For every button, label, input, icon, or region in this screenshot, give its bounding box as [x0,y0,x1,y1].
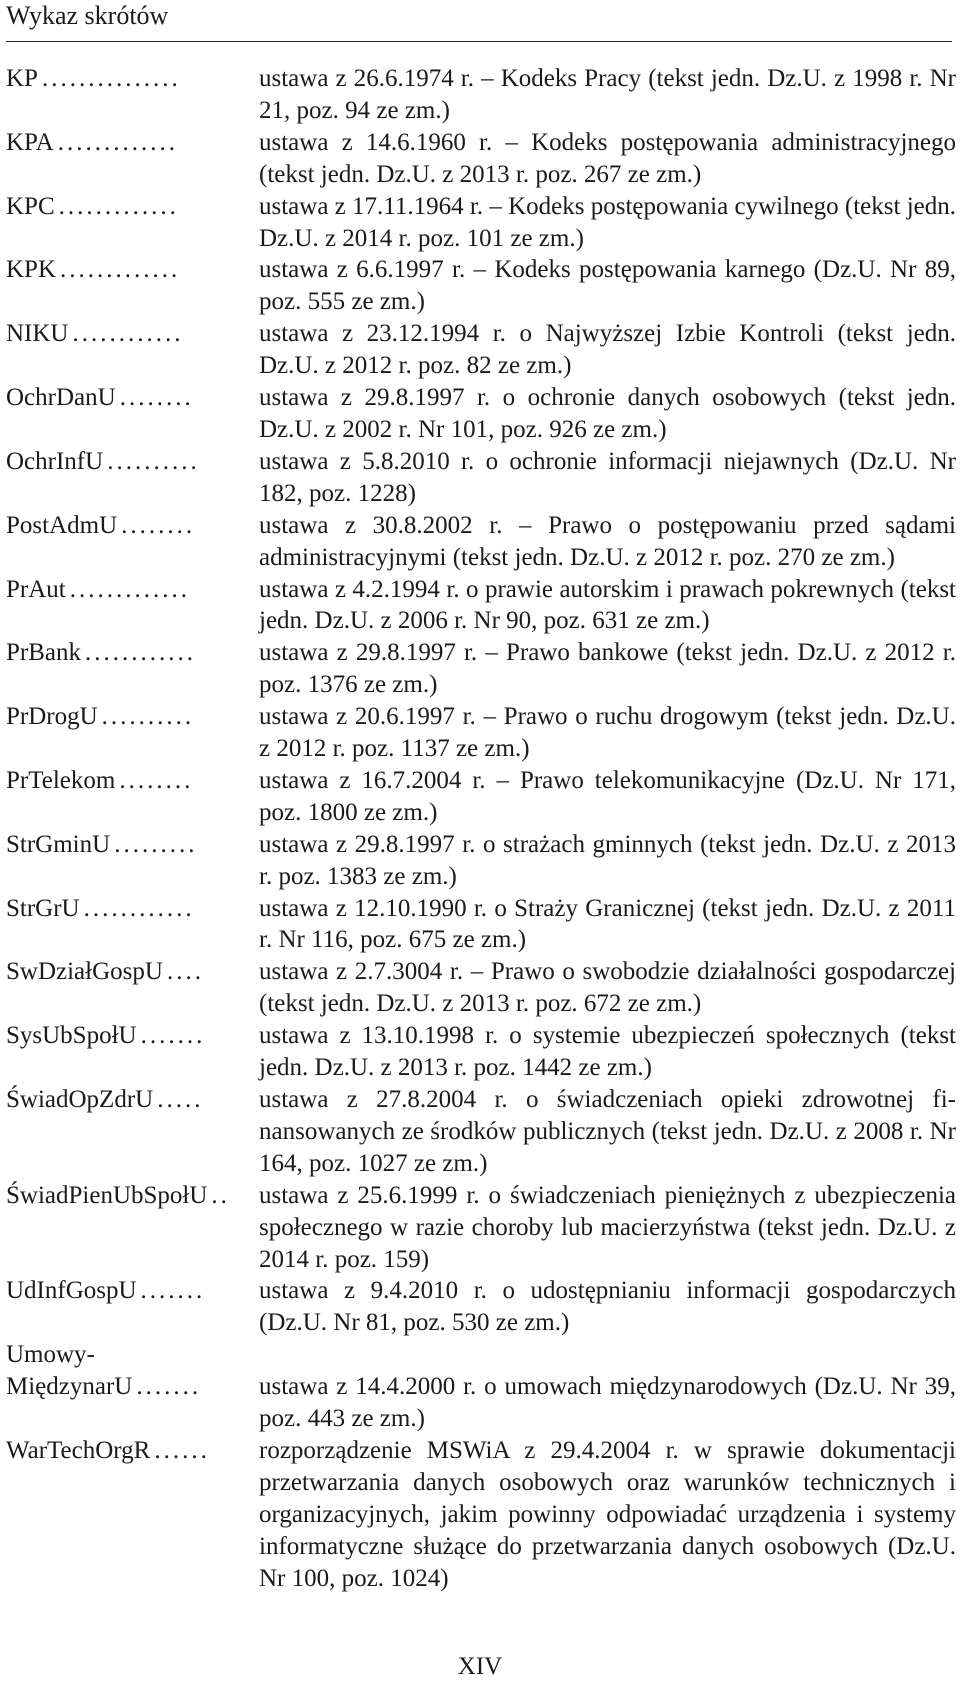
abbreviation-definition: ustawa z 26.6.1974 r. – Kodeks Pracy (tekst jedn. Dz.U. z 1998 r. Nr 21, poz. 94 ze zm.) [259,65,956,124]
dot-leader: ....... [140,1277,206,1305]
abbreviation-entry [6,1084,958,1180]
abbreviation-term-cell [6,1275,259,1307]
abbreviation-entry [6,127,958,191]
dot-leader: ............. [57,128,178,156]
abbreviation-entry [6,637,958,701]
abbreviation-term-cell [6,63,259,95]
abbreviation-entry [6,1435,958,1595]
abbreviation-term: KP [6,65,38,92]
abbreviation-entry [6,254,958,318]
abbreviation-definition: ustawa z 25.6.1999 r. o świadczeniach pieniężnych z ubezpieczenia społecznego w razie choroby lub macierzyństwa (tekst jedn. Dz.U. z 2014 r. poz. 159) [259,1181,956,1273]
abbreviation-term-line: Umowy- [6,1341,95,1369]
abbreviation-term-cell [6,893,259,925]
abbreviation-term-cell [6,1371,259,1403]
abbreviation-term: KPA [6,128,54,156]
abbreviation-definition: ustawa z 14.6.1960 r. – Kodeks postępowania administracyjnego (tekst jedn. Dz.U. z 2013 r. poz. 267 ze zm.) [259,128,956,188]
abbreviation-definition: ustawa z 6.6.1997 r. – Kodeks postępowania karnego (Dz.U. Nr 89, poz. 555 ze zm.) [259,256,956,316]
abbreviation-term-cell [6,956,259,988]
abbreviation-term-cell [6,1020,259,1052]
abbreviation-entry [6,829,958,893]
abbreviation-term: StrGrU [6,894,80,922]
page-number: XIV [457,1653,503,1680]
abbreviation-term: SwDziałGospU [6,958,163,986]
abbreviation-term: WarTechOrgR [6,1436,151,1464]
abbreviation-term-cell [6,510,259,542]
abbreviation-term-cell [6,446,259,478]
abbreviation-entry [6,510,958,574]
abbreviation-definition: ustawa z 16.7.2004 r. – Prawo telekomunikacyjne (Dz.U. Nr 171, poz. 1800 ze zm.) [259,766,956,826]
abbreviation-definition: ustawa z 29.8.1997 r. o ochronie danych osobowych (tekst jedn. Dz.U. z 2002 r. Nr 101, poz. 926 ze zm.) [259,384,956,443]
abbreviation-definition: ustawa z 20.6.1997 r. – Prawo o ruchu drogowym (tekst jedn. Dz.U. z 2012 r. poz. 1137 ze zm.) [259,703,956,763]
abbreviation-definition: ustawa z 29.8.1997 r. – Prawo bankowe (tekst jedn. Dz.U. z 2012 r. poz. 1376 ze zm.) [259,639,956,699]
dot-leader: ............. [58,192,179,220]
abbreviation-entry [6,1275,958,1339]
dot-leader: .......... [101,703,195,731]
abbreviation-term: NIKU [6,320,69,348]
abbreviation-term-cell [6,382,259,414]
abbreviation-definition: ustawa z 30.8.2002 r. – Prawo o postępowaniu przed sądami administracyjnymi (tekst jedn. Dz.U. z 2012 r. poz. 270 ze zm.) [259,511,956,571]
abbreviation-definition: ustawa z 23.12.1994 r. o Najwyższej Izbie Kontroli (tekst jedn. Dz.U. z 2012 r. poz. 82 ze zm.) [259,320,956,380]
dot-leader: ........ [119,384,194,412]
abbreviation-term: OchrInfU [6,447,104,475]
abbreviation-term-cell [6,191,259,223]
abbreviation-term-cell [6,318,259,350]
abbreviation-entry [6,1020,958,1084]
abbreviation-definition: ustawa z 9.4.2010 r. o udostępnianiu informacji gospodarczych (Dz.U. Nr 81, poz. 530 ze zm.) [259,1277,956,1337]
abbreviation-term: KPK [6,256,57,284]
dot-leader: ..... [157,1086,204,1113]
abbreviation-term: ŚwiadOpZdrU [6,1086,154,1113]
dot-leader: ....... [140,1022,206,1050]
dot-leader: ....... [136,1373,202,1401]
dot-leader: ............ [72,320,184,348]
abbreviation-entry [6,1180,958,1276]
abbreviation-definition: ustawa z 29.8.1997 r. o strażach gminnych (tekst jedn. Dz.U. z 2013 r. poz. 1383 ze zm.) [259,830,956,890]
abbreviation-term: OchrDanU [6,384,116,412]
abbreviation-entry [6,893,958,957]
abbreviation-term: MiędzynarU [6,1373,133,1401]
abbreviation-definition: ustawa z 17.11.1964 r. – Kodeks postępowania cywilnego (tekst jedn. Dz.U. z 2014 r. poz. 101 ze zm.) [259,192,956,252]
abbreviation-definition: ustawa z 14.4.2000 r. o umowach międzynarodowych (Dz.U. Nr 39, poz. 443 ze zm.) [259,1373,956,1433]
dot-leader: ............. [69,575,190,603]
abbreviation-definition: rozporządzenie MSWiA z 29.4.2004 r. w sprawie dokumentacji przetwarzania danych osobowych oraz warunków technicznych i organizacyjnych, jakim powinny odpowiadać urządzenia i systemy informatyczne służące do przetwarzania danych osobowych (Dz.U. Nr 100, poz. 1024) [259,1436,956,1592]
dot-leader: ............ [85,639,196,667]
abbreviation-term: KPC [6,192,55,220]
abbreviation-definition: ustawa z 13.10.1998 r. o systemie ubezpieczeń społecznych (tekst jedn. Dz.U. z 2013 r. poz. 1442 ze zm.) [259,1022,956,1082]
abbreviation-term: ŚwiadPienUbSpołU [6,1181,208,1209]
abbreviation-term-cell [6,637,259,669]
abbreviation-term-cell [6,574,259,606]
abbreviation-entry [6,1371,958,1435]
abbreviation-definition: ustawa z 2.7.3004 r. – Prawo o swobodzie działalności gospodarczej (tekst jedn. Dz.U. z 2013 r. poz. 672 ze zm.) [259,958,956,1018]
abbreviation-definition: ustawa z 5.8.2010 r. o ochronie informacji niejawnych (Dz.U. Nr 182, poz. 1228) [259,447,956,507]
dot-leader: ...... [154,1436,210,1464]
abbreviation-entry [6,956,958,1020]
abbreviation-term-cell [6,765,259,797]
dot-leader: .... [166,958,204,986]
abbreviation-entry [6,382,958,446]
page-title: Wykaz skrótów [6,1,169,30]
abbreviation-term: PrBank [6,639,81,667]
abbreviation-term: PostAdmU [6,511,118,539]
abbreviation-entry [6,318,958,382]
dot-leader: ........ [119,766,194,794]
abbreviation-definition: ustawa z 27.8.2004 r. o świadczeniach opieki zdrowotnej finansowanych ze środków publicznych (tekst jedn. Dz.U. z 2008 r. Nr 164, poz. 1027 ze zm.) [259,1086,956,1177]
abbreviation-term: PrDrogU [6,703,98,731]
dot-leader: ......... [114,830,198,858]
abbreviation-definition: ustawa z 4.2.1994 r. o prawie autorskim i prawach pokrewnych (tekst jedn. Dz.U. z 2006 r. Nr 90, poz. 631 ze zm.) [259,575,956,635]
abbreviation-list [6,63,958,1595]
dot-leader: .. [211,1181,230,1209]
abbreviation-term: PrAut [6,575,66,603]
abbreviation-term-cell [6,829,259,861]
abbreviation-term-cell [6,701,259,733]
running-header [6,0,952,42]
abbreviation-term: UdInfGospU [6,1277,137,1305]
abbreviation-entry [6,574,958,638]
abbreviation-definition: ustawa z 12.10.1990 r. o Straży Granicznej (tekst jedn. Dz.U. z 2011 r. Nr 116, poz. 675 ze zm.) [259,894,956,954]
dot-leader: ........ [121,511,196,539]
abbreviation-entry [6,765,958,829]
abbreviation-term-cell [6,1084,259,1116]
abbreviation-term-cell [6,127,259,159]
abbreviation-entry [6,191,958,255]
abbreviation-entry [6,446,958,510]
dot-leader: ............ [83,894,195,922]
abbreviation-term-cell [6,1435,259,1467]
dot-leader: .......... [107,447,200,475]
dot-leader: ............. [60,256,181,284]
abbreviation-term-cell [6,254,259,286]
abbreviation-term: PrTelekom [6,766,116,794]
abbreviation-term: SysUbSpołU [6,1022,137,1050]
abbreviation-entry [6,701,958,765]
abbreviation-term-cell [6,1180,259,1212]
abbreviation-entry [6,63,958,127]
dot-leader: ............... [41,65,181,92]
abbreviation-term: StrGminU [6,830,111,858]
